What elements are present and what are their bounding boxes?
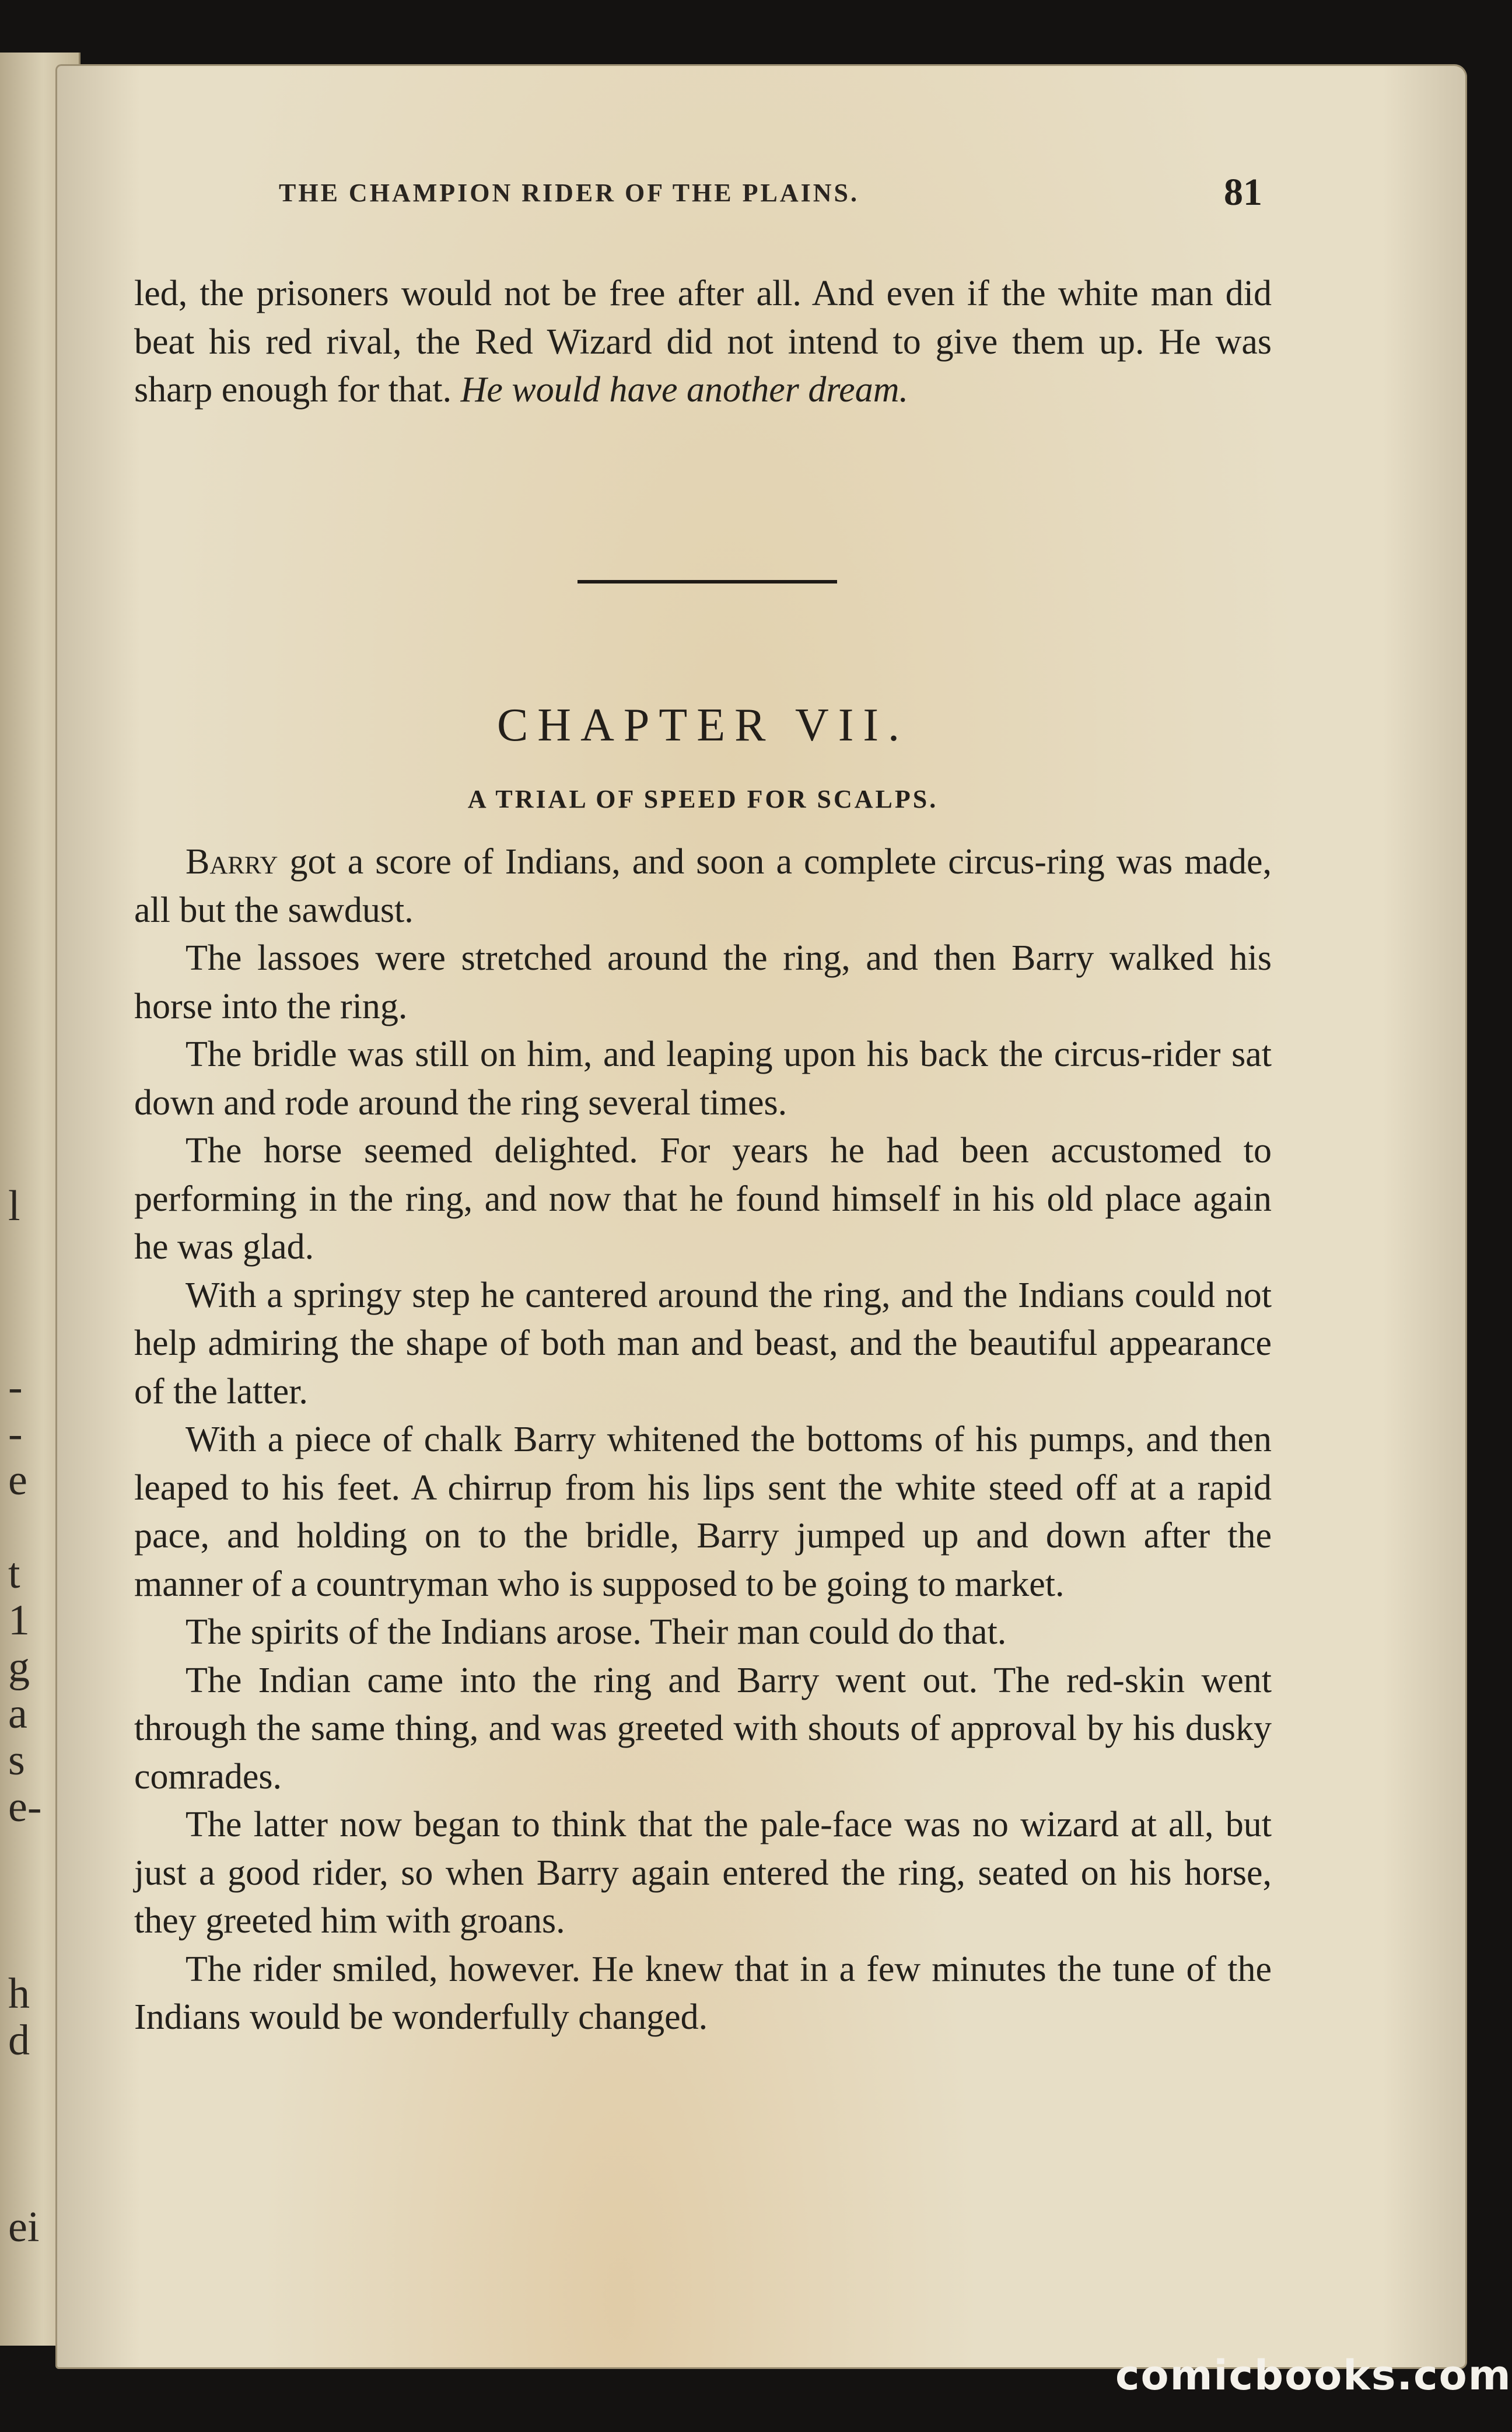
paragraph: The bridle was still on him, and leaping upon his back the circus-rider sat down and rode around the ring several times. bbox=[134, 1035, 1272, 1123]
paragraph: The lassoes were stretched around the ring, and then Barry walked his horse into the ring. bbox=[134, 938, 1272, 1026]
left-page-fragment: s bbox=[8, 1736, 25, 1784]
left-page-fragment: a bbox=[8, 1690, 27, 1738]
left-page-fragment: ei bbox=[8, 2203, 40, 2251]
paragraph: With a springy step he cantered around the ring, and the Indians could not help admiring the shape of both man and beast, and the beautiful appearance of the latter. bbox=[134, 1275, 1272, 1411]
left-page-fragment: - bbox=[8, 1363, 23, 1411]
running-head: THE CHAMPION RIDER OF THE PLAINS. bbox=[279, 179, 859, 207]
left-page-fragment: g bbox=[8, 1643, 30, 1691]
left-page-fragment: e bbox=[8, 1456, 27, 1504]
paragraph: The Indian came into the ring and Barry went out. The red-skin went through the same thing, and was greeted with shouts of approval by his dusky comrades. bbox=[134, 1660, 1272, 1797]
paragraph: The horse seemed delighted. For years he had been accustomed to performing in the ring, and now that he found himself in his old place again he was glad. bbox=[134, 1131, 1272, 1267]
left-page-fragment: - bbox=[8, 1410, 23, 1458]
chapter-title: CHAPTER VII. bbox=[496, 700, 909, 751]
left-page-fragment: t bbox=[8, 1550, 20, 1598]
left-page-fragment: l bbox=[8, 1182, 20, 1230]
paragraph: The rider smiled, however. He knew that in a few minutes the tune of the Indians would be wonderfully changed. bbox=[134, 1949, 1272, 2037]
opening-paragraph bbox=[134, 270, 1272, 414]
paragraph bbox=[134, 838, 1272, 934]
paragraph: With a piece of chalk Barry whitened the bottoms of his pumps, and then leaped to his feet. A chirrup from his lips sent the white steed off at a rapid pace, and holding on to the bridle, Barry jumped up and down after the manner of a countryman who is supposed to be going to market. bbox=[134, 1420, 1272, 1604]
site-watermark: comicbooks.com bbox=[1115, 2351, 1512, 2399]
paragraph: The latter now began to think that the pale-face was no wizard at all, but just a good rider, so when Barry again entered the ring, seated on his horse, they greeted him with groans. bbox=[134, 1805, 1272, 1941]
paragraph: The spirits of the Indians arose. Their man could do that. bbox=[186, 1612, 1007, 1652]
left-page-fragment: 1 bbox=[8, 1596, 30, 1644]
paragraph-text: got a score of Indians, and soon a complete circus-ring was made, all but the sawdust. bbox=[134, 842, 1272, 930]
left-page-fragment: e- bbox=[8, 1783, 42, 1831]
chapter-subtitle: A TRIAL OF SPEED FOR SCALPS. bbox=[467, 785, 939, 813]
opening-text: led, the prisoners would not be free after all. And even if the white man did beat his red rival, the Red Wizard did not intend to give them up. He was sharp enough for that. bbox=[134, 274, 1272, 410]
left-page-fragment: d bbox=[8, 2017, 30, 2064]
page-number: 81 bbox=[1224, 171, 1262, 214]
opening-italic-text: He would have another dream. bbox=[460, 370, 908, 410]
chapter-body bbox=[134, 838, 1272, 2042]
left-page-fragment: h bbox=[8, 1970, 30, 2018]
section-divider-rule bbox=[578, 580, 837, 583]
opening-word: Barry bbox=[186, 842, 278, 882]
